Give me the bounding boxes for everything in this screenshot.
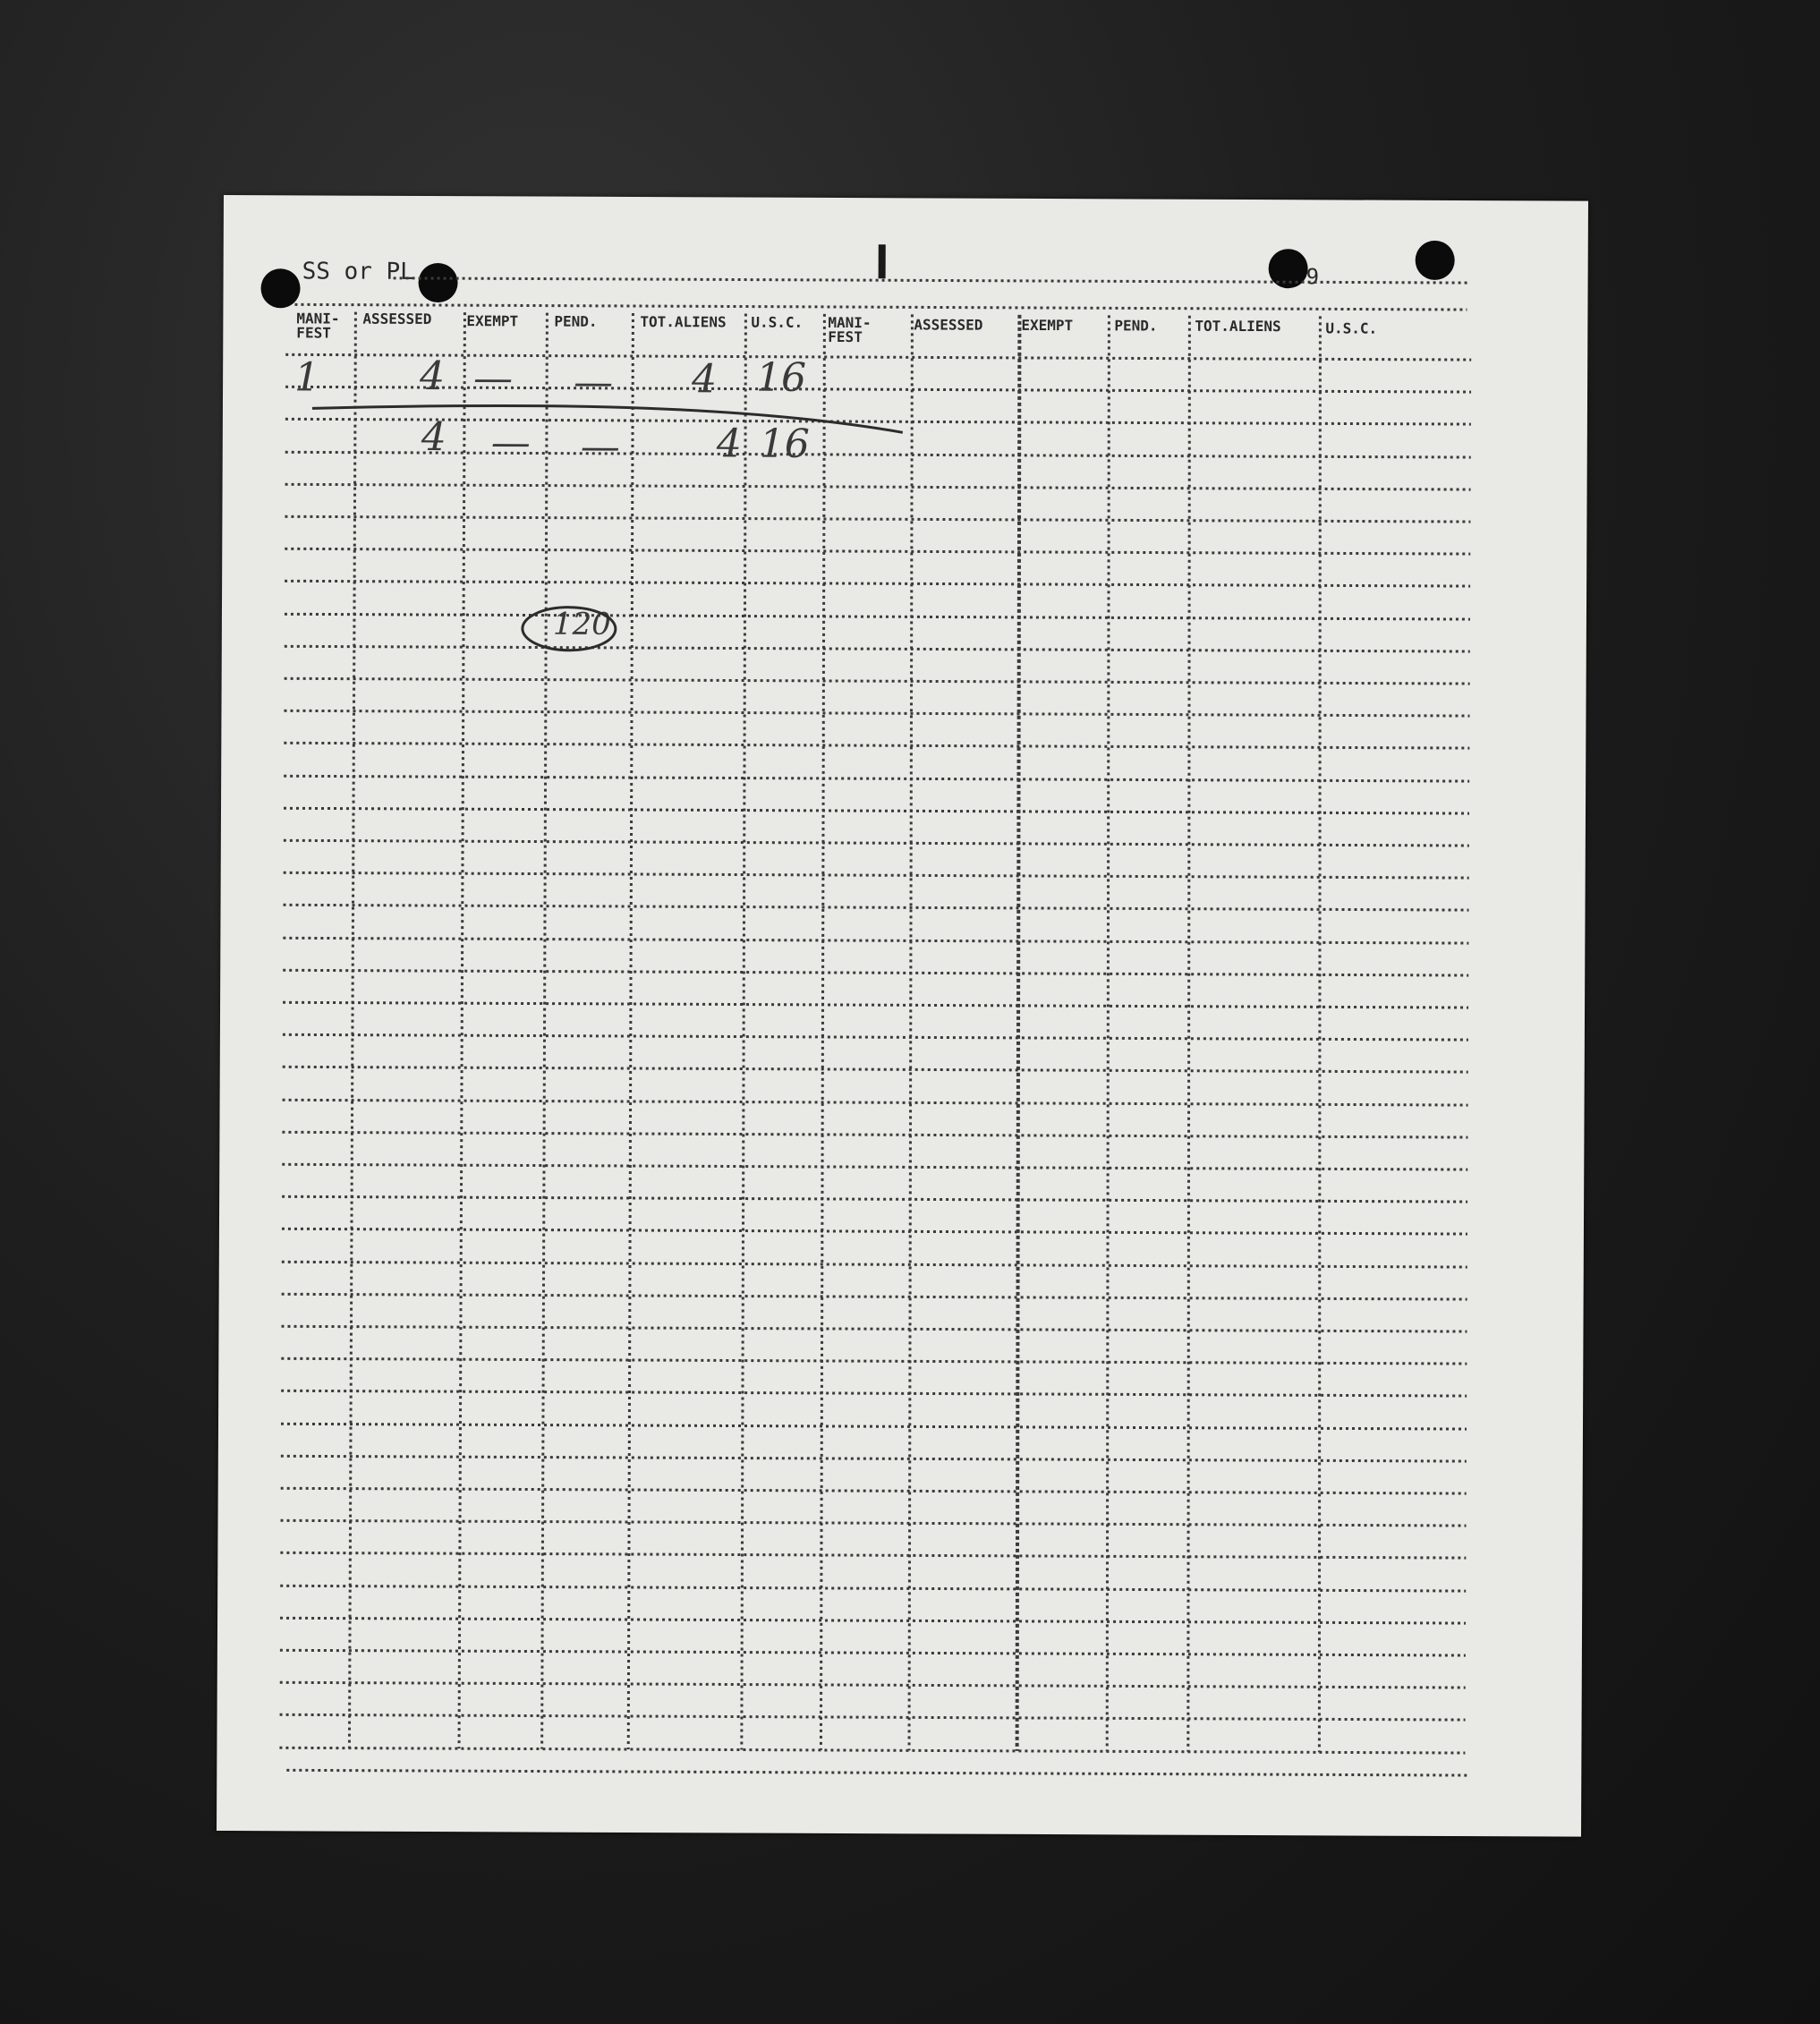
- col-header-pend-1: PEND.: [554, 312, 598, 330]
- circled-note: 120: [552, 606, 611, 642]
- col-header-exempt-1: EXEMPT: [466, 312, 519, 330]
- row-line: [280, 1618, 1466, 1623]
- column-line: [1183, 316, 1194, 1752]
- col-header-usc-2: U.S.C.: [1325, 319, 1378, 337]
- column-line: [349, 312, 355, 1748]
- row-line: [283, 938, 1468, 943]
- row-line: [280, 1714, 1466, 1720]
- row1-pend: —: [573, 359, 614, 405]
- row-line: [279, 1748, 1465, 1753]
- row-line: [283, 1002, 1468, 1008]
- total-tot-aliens: 4: [716, 421, 742, 467]
- col-header-assessed-1: ASSESSED: [362, 310, 432, 328]
- row-line: [281, 1326, 1467, 1331]
- header-top-line: [294, 304, 1467, 310]
- row-line: [280, 1586, 1466, 1591]
- row-line: [282, 1229, 1467, 1234]
- col-header-manifest-1: MANI- FEST: [296, 310, 340, 342]
- row1-manifest: 1: [294, 354, 320, 401]
- column-line: [540, 313, 548, 1749]
- row-line: [283, 970, 1468, 975]
- column-line: [1314, 316, 1325, 1752]
- row-line: [280, 1682, 1466, 1688]
- row-line: [281, 1424, 1467, 1429]
- row-line: [282, 1262, 1467, 1267]
- row1-exempt: —: [472, 355, 514, 402]
- column-line: [1013, 315, 1023, 1751]
- column-line: [818, 314, 827, 1750]
- row-line: [282, 1196, 1467, 1202]
- row-line: [281, 1520, 1467, 1526]
- total-exempt: —: [490, 420, 531, 466]
- row-line: [281, 1456, 1467, 1461]
- note-circle: [523, 607, 616, 650]
- column-line: [458, 312, 465, 1748]
- total-usc: 16: [759, 421, 810, 467]
- row-line: [283, 1067, 1468, 1072]
- row-line: [283, 1034, 1468, 1040]
- column-line: [1102, 315, 1113, 1751]
- row-line: [282, 1164, 1467, 1169]
- row-line: [281, 1358, 1467, 1364]
- column-line: [906, 314, 915, 1750]
- row1-tot-aliens: 4: [691, 356, 718, 403]
- row-line: [282, 1132, 1467, 1137]
- col-header-manifest-2: MANI- FEST: [828, 313, 872, 346]
- col-header-usc-1: U.S.C.: [751, 313, 804, 331]
- col-header-tot-aliens-1: TOT.ALIENS: [640, 313, 727, 331]
- column-line: [626, 313, 634, 1749]
- col-header-assessed-2: ASSESSED: [914, 316, 983, 334]
- form-grid: [217, 195, 1588, 1837]
- row-line: [280, 1650, 1466, 1655]
- row-line: [281, 1488, 1467, 1493]
- year-prefix: 9: [1305, 264, 1320, 290]
- ship-label: SS or PL: [302, 258, 414, 285]
- top-mark: [879, 244, 886, 278]
- row-line: [281, 1390, 1467, 1396]
- ship-name-line: [394, 278, 1467, 283]
- row1-usc: 16: [756, 354, 807, 401]
- bottom-line: [286, 1770, 1469, 1775]
- manifest-form-sheet: [217, 195, 1588, 1837]
- row-line: [282, 1294, 1467, 1299]
- row-line: [280, 1552, 1466, 1558]
- col-header-exempt-2: EXEMPT: [1021, 316, 1074, 335]
- col-header-tot-aliens-2: TOT.ALIENS: [1195, 317, 1281, 336]
- total-assessed: 4: [421, 413, 446, 461]
- row1-assessed: 4: [420, 353, 446, 400]
- row-line: [283, 1100, 1468, 1105]
- column-line: [739, 314, 747, 1750]
- col-header-pend-2: PEND.: [1114, 317, 1158, 335]
- total-pend: —: [580, 423, 620, 470]
